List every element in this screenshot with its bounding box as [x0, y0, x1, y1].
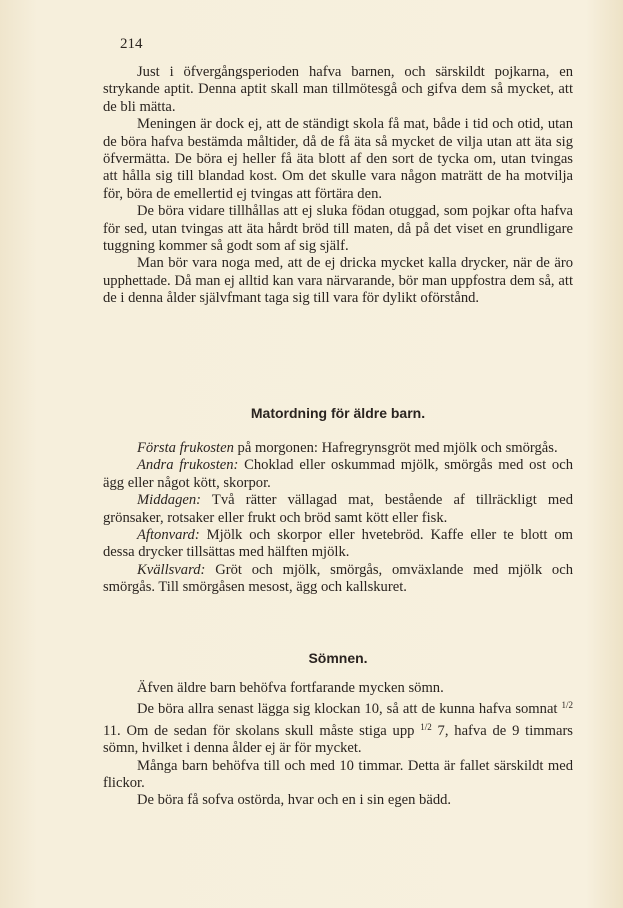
meal-item — [103, 562, 573, 597]
heading-meal-schedule: Matordning för äldre barn. — [250, 405, 426, 421]
meal-schedule — [103, 440, 573, 597]
heading-sleep: Sömnen. — [308, 650, 368, 666]
paragraph: De böra allra senast lägga sig klockan 10, så att de kunna hafva somnat $^{1/2}$ 11. Om de sedan för skolans skull måste stiga upp $^{1/2}$ 7, hafva de 9 timmars sömn, hvilket i denna ålder ej är för mycket. — [103, 700, 573, 757]
meal-item — [103, 527, 573, 562]
meal-text: Två rätter vällagad mat, bestående af tillräckligt med grönsaker, rotsaker eller frukt och bröd samt kött eller fisk. — [103, 492, 573, 526]
fraction: 1/2 — [420, 721, 432, 732]
meal-name: Andra frukosten: — [137, 457, 239, 474]
fraction: 1/2 — [561, 700, 573, 711]
meal-name: Kvällsvard: — [137, 561, 206, 578]
paragraph: Man bör vara noga med, att de ej dricka mycket kalla drycker, när de äro upphettade. Då man ej alltid kan vara närvarande, bör man uppfostra dem så, att de i denna ålder självfmant taga sig till vara för dylikt oförstånd. — [103, 255, 573, 307]
meal-item — [103, 492, 573, 527]
meal-name: Första frukosten — [137, 440, 234, 456]
paragraph: De böra vidare tillhållas att ej sluka födan otuggad, som pojkar ofta hafva för sed, utan tvingas att äta hårdt bröd till maten, då på det viset en grundligare tuggning kommer så godt som af sig själf. — [103, 203, 573, 255]
page-number: 214 — [120, 36, 143, 52]
meal-name: Middagen: — [137, 492, 202, 509]
meal-text: Mjölk och skorpor eller hvetebröd. Kaffe eller te blott om dessa drycker tillsättas med hälften mjölk. — [103, 527, 573, 561]
paragraph: Många barn behöfva till och med 10 timmar. Detta är fallet särskildt med flickor. — [103, 757, 573, 792]
meal-text: på morgonen: Hafregrynsgröt med mjölk och smörgås. — [233, 440, 558, 456]
paragraph: Äfven äldre barn behöfva fortfarande mycken sömn. — [137, 680, 444, 696]
section-sleep-text — [103, 680, 573, 810]
section-diet-text — [103, 64, 573, 308]
meal-item — [103, 440, 573, 457]
meal-name: Aftonvard: — [137, 527, 200, 544]
meal-text: Gröt och mjölk, smörgås, omväxlande med mjölk och smörgås. Till smörgåsen mesost, ägg och kallskuret. — [103, 561, 573, 596]
paragraph: Just i öfvergångsperioden hafva barnen, och särskildt pojkarna, en strykande aptit. Denna aptit skall man tillmötesgå och gifva dem så mycket, att de bli mätta. — [103, 64, 573, 115]
meal-item — [103, 457, 573, 492]
paragraph: De böra få sofva ostörda, hvar och en i sin egen bädd. — [137, 792, 452, 809]
meal-text: Choklad eller oskummad mjölk, smörgås med ost och ägg eller något kött, skorpor. — [103, 457, 574, 491]
paragraph: Meningen är dock ej, att de ständigt skola få mat, både i tid och otid, utan de böra hafva bestämda måltider, då de få äta så mycket de vilja utan att äta sig öfvermätta. De böra ej heller få äta blott af den sort de tycka om, utan tvingas att hålla sig till blandad kost. Om det skulle vara någon maträtt de ha motvilja för, böra de emellertid ej tvingas att förtära den. — [103, 116, 573, 202]
